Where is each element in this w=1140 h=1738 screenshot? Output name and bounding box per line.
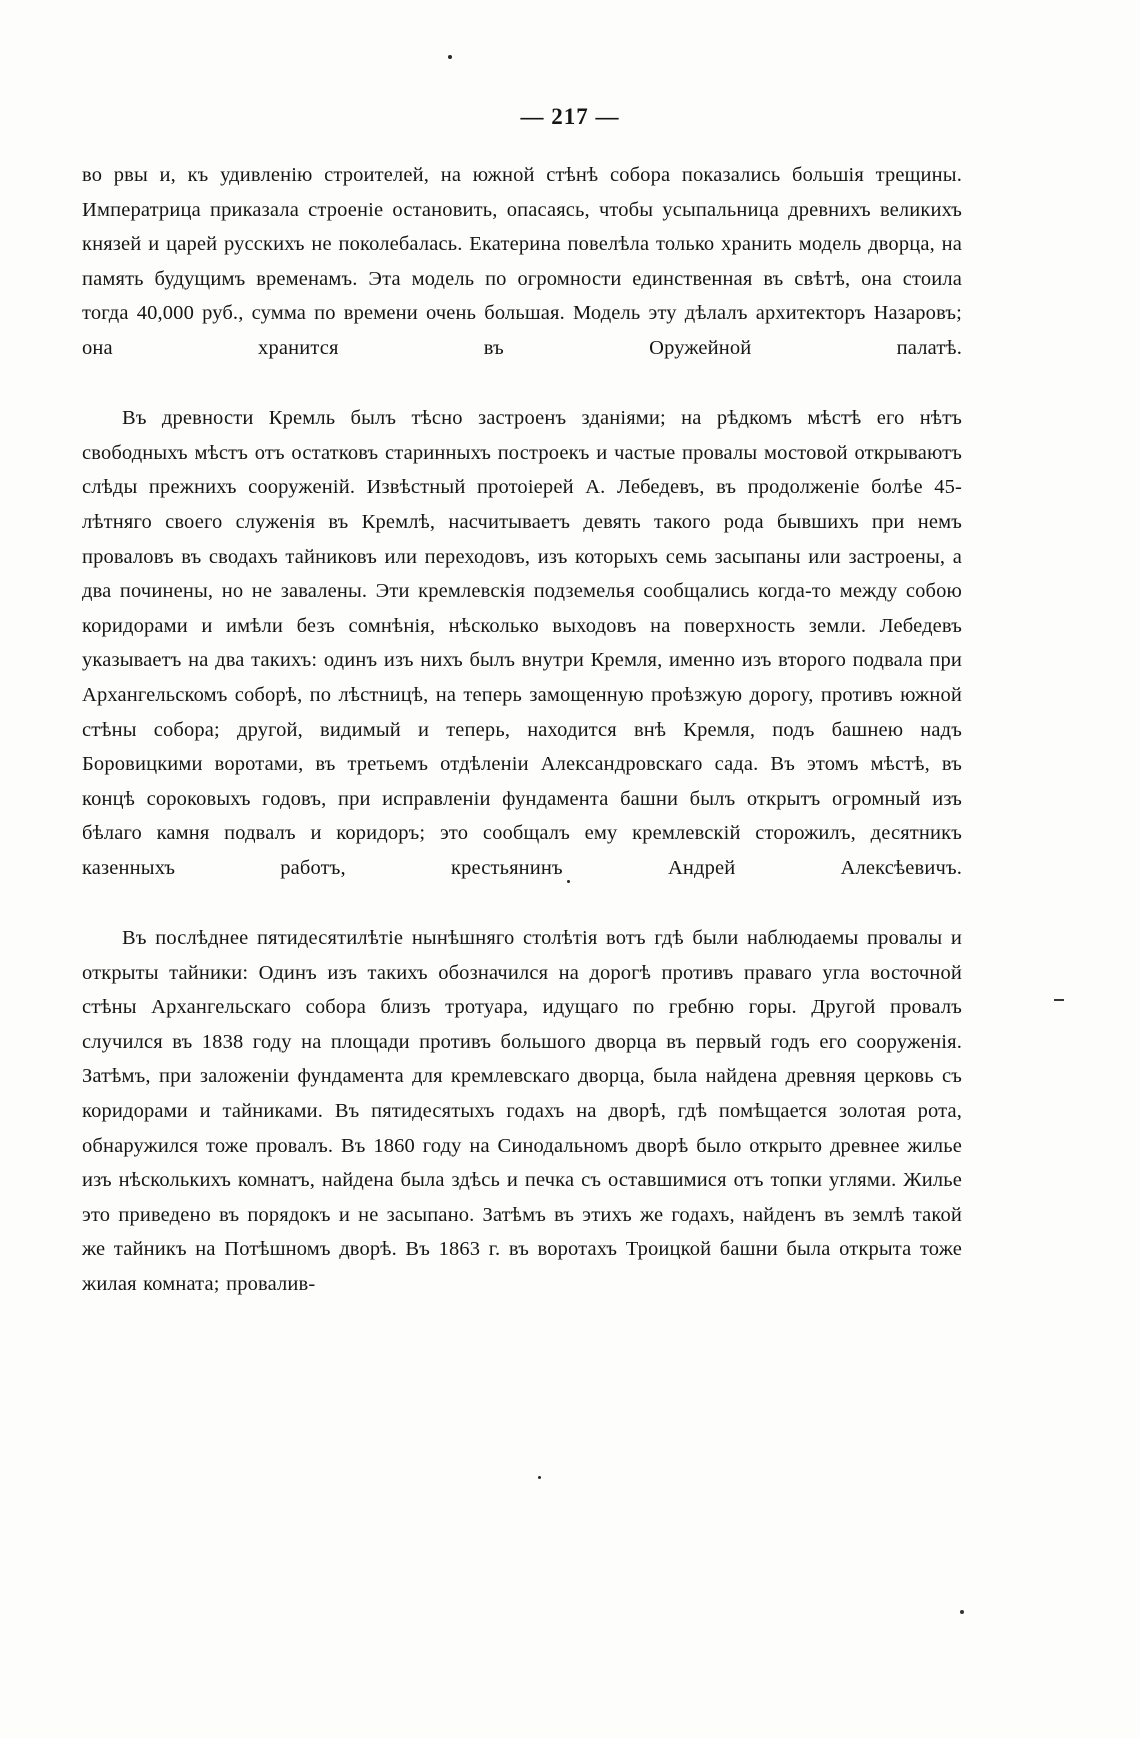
page-speck-bottom [960, 1610, 964, 1614]
page-number: — 217 — [520, 104, 620, 129]
paragraph-1: во рвы и, къ удивленію строителей, на южной стѣнѣ собора показались большія трещины. Императрица приказала строеніе остановить, опасаясь, чтобы усыпальница древнихъ великихъ князей и царей русскихъ не поколебалась. Екатерина повелѣла только хранить модель дворца, на память будущимъ временамъ. Эта модель по огромности единственная въ свѣтѣ, она стоила тогда 40,000 руб., сумма по времени очень большая. Модель эту дѣлалъ архитекторъ Назаровъ; она хранится въ Оружейной палатѣ. [82, 164, 962, 359]
paragraph-3: Въ послѣднее пятидесятилѣтіе нынѣшняго столѣтія вотъ гдѣ были наблюдаемы провалы и открыты тайники: Одинъ изъ такихъ обозначился на дорогѣ противъ праваго угла восточной стѣны Архангельскаго собора близъ тротуара, идущаго по гребню горы. Другой провалъ случился въ 1838 году на площади противъ большого дворца въ первый годъ его сооруженія. Затѣмъ, при заложеніи фундамента для кремлевскаго дворца, была найдена древняя церковь съ коридорами и тайниками. Въ пятидесятыхъ годахъ на дворѣ, гдѣ помѣщается золотая рота, обнаружился тоже провалъ. Въ 1860 году на Синодальномъ дворѣ было открыто древнее жилье изъ нѣсколькихъ комнатъ, найдена была здѣсь и печка съ оставшимися отъ топки углями. Жилье это приведено въ порядокъ и не засыпано. Затѣмъ въ этихъ же годахъ, найденъ въ землѣ такой же тайникъ на Потѣшномъ дворѣ. Въ 1863 г. въ воротахъ Троицкой башни была открыта тоже жилая комната; провалив- [82, 927, 962, 1295]
page-speck-lower [538, 1476, 541, 1479]
paragraph-2: Въ древности Кремль былъ тѣсно застроенъ зданіями; на рѣдкомъ мѣстѣ его нѣтъ свободныхъ мѣстъ отъ остатковъ старинныхъ построекъ и частые провалы мостовой открываютъ слѣды прежнихъ сооруженій. Извѣстный протоіерей А. Лебедевъ, въ продолженіе болѣе 45-лѣтняго своего служенія въ Кремлѣ, насчитываетъ девять такого рода бывшихъ при немъ проваловъ въ сводахъ тайниковъ или переходовъ, изъ которыхъ семь засыпаны или застроены, а два починены, но не завалены. Эти кремлевскія подземелья сообщались когда-то между собою коридорами и имѣли безъ сомнѣнія, нѣсколько выходовъ на поверхность земли. Лебедевъ указываетъ на два такихъ: одинъ изъ нихъ былъ внутри Кремля, именно изъ второго подвала при Архангельскомъ соборѣ, по лѣстницѣ, на теперь замощенную проѣзжую дорогу, противъ южной стѣны собора; другой, видимый и теперь, находится внѣ Кремля, подъ башнею надъ Боровицкими воротами, въ третьемъ отдѣленіи Александровскаго сада. Въ этомъ мѣстѣ, въ концѣ сороковыхъ годовъ, при исправленіи фундамента башни былъ открытъ огромный изъ бѣлаго камня подвалъ и коридоръ; это сообщалъ ему кремлевскій сторожилъ, десятникъ казенныхъ работъ, крестьянинъ Андрей Алексѣевичъ. [82, 407, 962, 879]
page-speck-top [448, 55, 452, 59]
page-speck-middle [567, 880, 570, 883]
page-body-text [82, 158, 962, 1303]
page-margin-mark [1054, 999, 1064, 1001]
